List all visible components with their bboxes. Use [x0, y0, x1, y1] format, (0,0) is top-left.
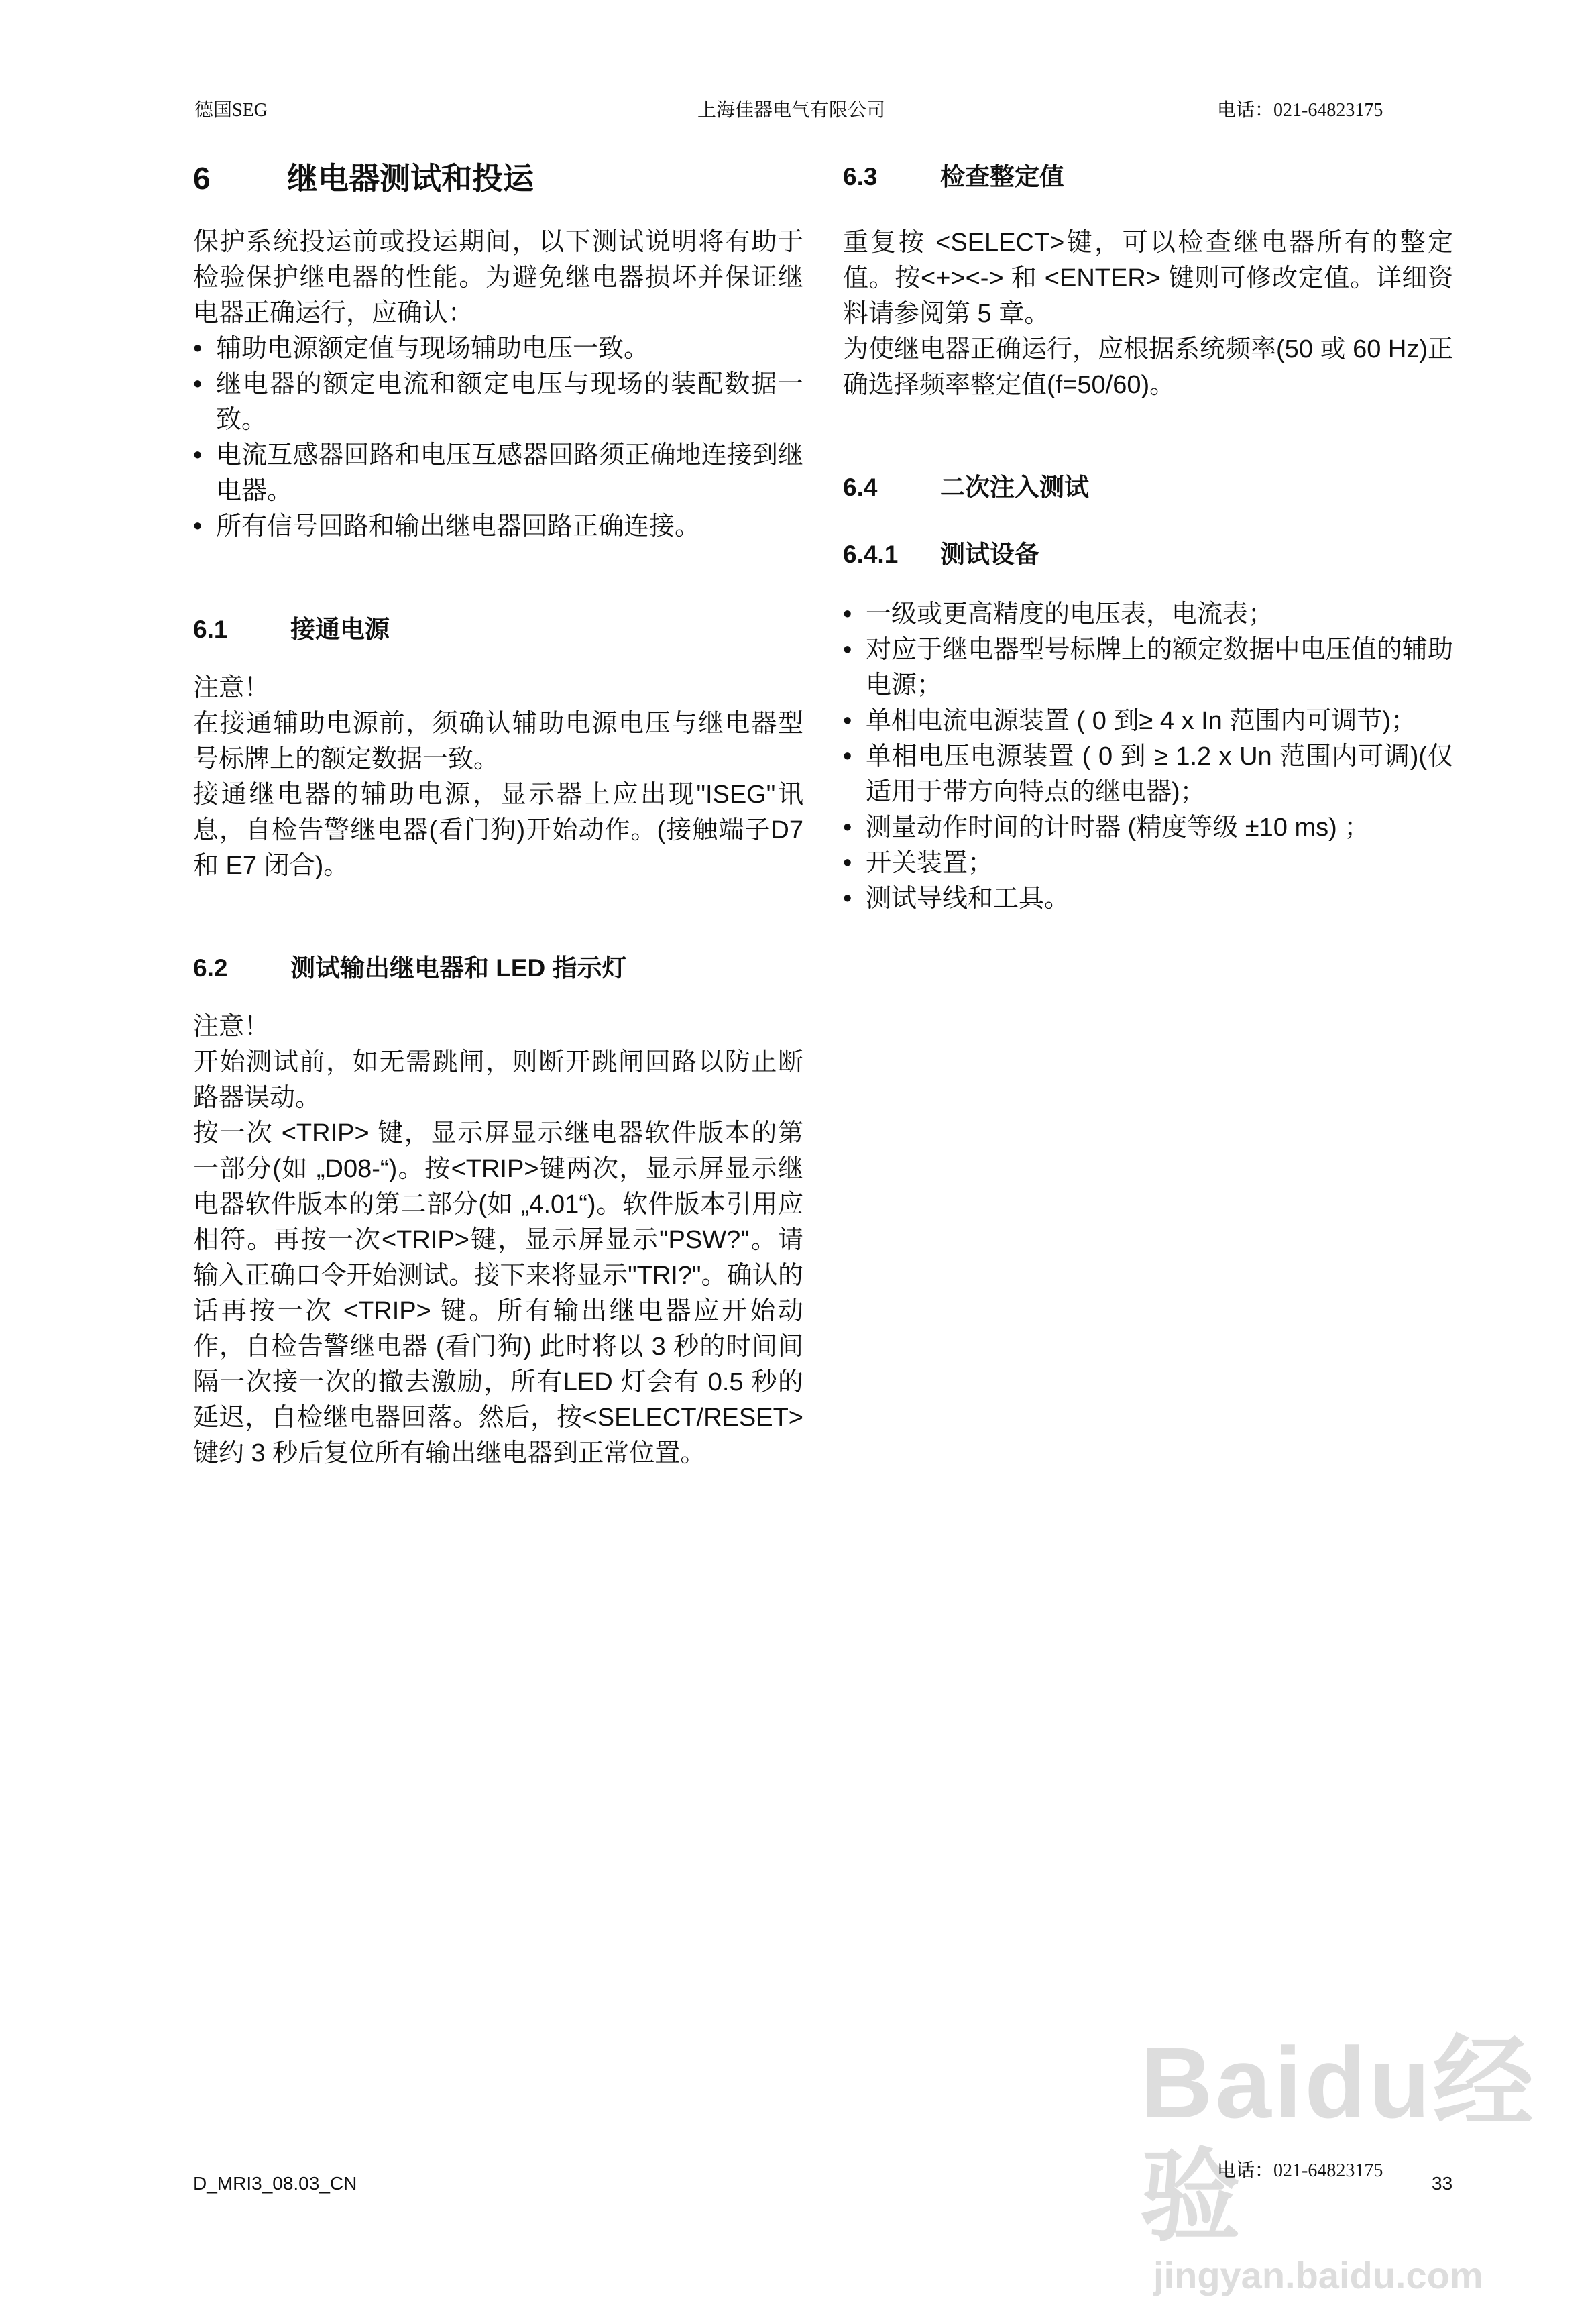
list-item: • 电流互感器回路和电压互感器回路须正确地连接到继电器。	[193, 438, 803, 509]
section-6-3-body	[843, 225, 1453, 403]
paragraph: 接通继电器的辅助电源，显示器上应出现"ISEG"讯息，自检告警继电器(看门狗)开始动作。(接触端子D7 和 E7 闭合)。	[193, 781, 803, 880]
paragraph: 开始测试前，如无需跳闸，则断开跳闸回路以防止断路器误动。	[193, 1048, 803, 1112]
list-item: • 单相电流电源装置 ( 0 到≥ 4 x In 范围内可调节)；	[843, 704, 1453, 739]
paragraph: 在接通辅助电源前，须确认辅助电源电压与继电器型号标牌上的额定数据一致。	[193, 710, 803, 773]
intro-bullets	[193, 331, 803, 545]
section-6-1-heading: 6.1 接通电源	[193, 616, 390, 643]
list-item: • 对应于继电器型号标牌上的额定数据中电压值的辅助电源；	[843, 632, 1453, 704]
list-item: • 一级或更高精度的电压表，电流表；	[843, 597, 1453, 632]
section-6-2-heading: 6.2 测试输出继电器和 LED 指示灯	[193, 954, 627, 982]
paragraph: 为使继电器正确运行，应根据系统频率(50 或 60 Hz)正确选择频率整定值(f=50/60)。	[843, 335, 1453, 399]
paragraph: 按一次 <TRIP> 键，显示屏显示继电器软件版本的第一部分(如 „D08-“)。按<TRIP>键两次，显示屏显示继电器软件版本的第二部分(如 „4.01“)。软件版本引用应相符。再按一次<TRIP>键，显示屏显示"PSW?"。请输入正确口令开始测试。接下来将显示"TRI?"。确认的话再按一次 <TRIP> 键。所有输出继电器应开始动作，自检告警继电器 (看门狗) 此时将以 3 秒的时间间隔一次接一次的撤去激励，所有LED 灯会有 0.5 秒的延迟，自检继电器回落。然后，按<SELECT/RESET>键约 3 秒后复位所有输出继电器到正常位置。	[193, 1119, 804, 1467]
watermark-url: jingyan.baidu.com	[1153, 2254, 1483, 2296]
section-6-3-heading: 6.3 检查整定值	[843, 163, 1064, 190]
list-item: • 开关装置；	[843, 846, 1453, 881]
section-6-1-body	[193, 671, 803, 884]
list-item: • 继电器的额定电流和额定电压与现场的装配数据一致。	[193, 367, 803, 438]
header-company-center: 上海佳器电气有限公司	[697, 100, 886, 121]
list-item: • 测量动作时间的计时器 (精度等级 ±10 ms) ；	[843, 810, 1453, 846]
page-number: 33	[1432, 2173, 1453, 2194]
note-label: 注意！	[193, 1013, 270, 1041]
watermark-logo: Baidu经验	[1140, 2026, 1536, 2253]
section-6-2-body	[193, 1009, 803, 1471]
list-item: • 所有信号回路和输出继电器回路正确连接。	[193, 509, 803, 545]
header-company-left: 德国SEG	[194, 100, 268, 121]
note-label: 注意！	[193, 674, 270, 702]
equipment-list	[843, 597, 1453, 917]
list-item: • 辅助电源额定值与现场辅助电压一致。	[193, 331, 803, 367]
intro-paragraph: 保护系统投运前或投运期间，以下测试说明将有助于检验保护继电器的性能。为避免继电器损坏并保证继电器正确运行，应确认：	[193, 228, 803, 327]
list-item: • 测试导线和工具。	[843, 881, 1453, 917]
section-6-heading: 6 继电器测试和投运	[193, 161, 534, 196]
footer-doc-id: D_MRI3_08.03_CN	[193, 2173, 357, 2194]
paragraph: 重复按 <SELECT>键，可以检查继电器所有的整定值。按<+><-> 和 <ENTER> 键则可修改定值。详细资料请参阅第 5 章。	[843, 229, 1453, 328]
section-6-body	[193, 225, 803, 545]
header-phone: 电话：021-64823175	[1217, 100, 1383, 121]
section-6-4-heading: 6.4 二次注入测试	[843, 473, 1089, 501]
footer-phone: 电话：021-64823175	[1217, 2160, 1383, 2181]
section-6-4-1-body	[843, 597, 1453, 917]
list-item: • 单相电压电源装置 ( 0 到 ≥ 1.2 x Un 范围内可调)(仅适用于带方向特点的继电器)；	[843, 739, 1453, 810]
section-6-4-1-heading: 6.4.1 测试设备	[843, 541, 1039, 568]
